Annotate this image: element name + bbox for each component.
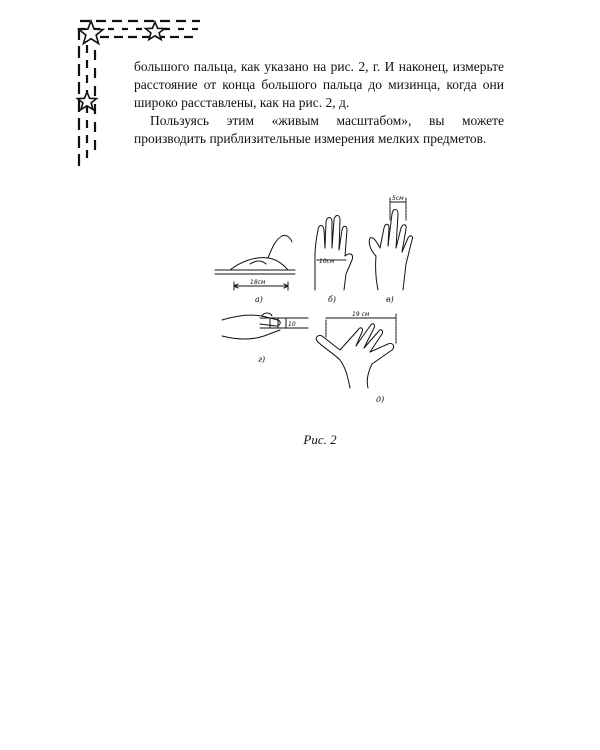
dim-label-b: 10см — [319, 258, 335, 265]
paragraph-2: Пользуясь этим «живым масштабом», вы можете производить приблизительные измерения мелких предметов. — [134, 113, 504, 146]
hand-measurement-figure — [200, 190, 430, 410]
panel-v-drawing — [369, 198, 412, 290]
star-outline-icon — [79, 21, 103, 44]
panel-b-drawing — [315, 216, 353, 291]
paragraph-1: большого пальца, как указано на рис. 2, г. И наконец, измерьте расстояние от конца большого пальца до мизинца, когда они широко расставлены, как на рис. 2, д. — [134, 59, 504, 110]
panel-label-v: в) — [386, 295, 394, 304]
dim-label-d: 19 см — [352, 311, 370, 318]
dim-label-g: 10 — [288, 321, 296, 328]
panel-label-g: г) — [258, 355, 266, 364]
panel-d-drawing — [316, 314, 396, 388]
panel-label-a: а) — [255, 295, 263, 304]
figure-caption: Рис. 2 — [303, 432, 337, 447]
dim-label-v: 5см — [392, 195, 404, 202]
panel-label-b: б) — [328, 295, 337, 304]
panel-label-d: д) — [376, 395, 385, 404]
dim-label-a: 18см — [250, 279, 266, 286]
